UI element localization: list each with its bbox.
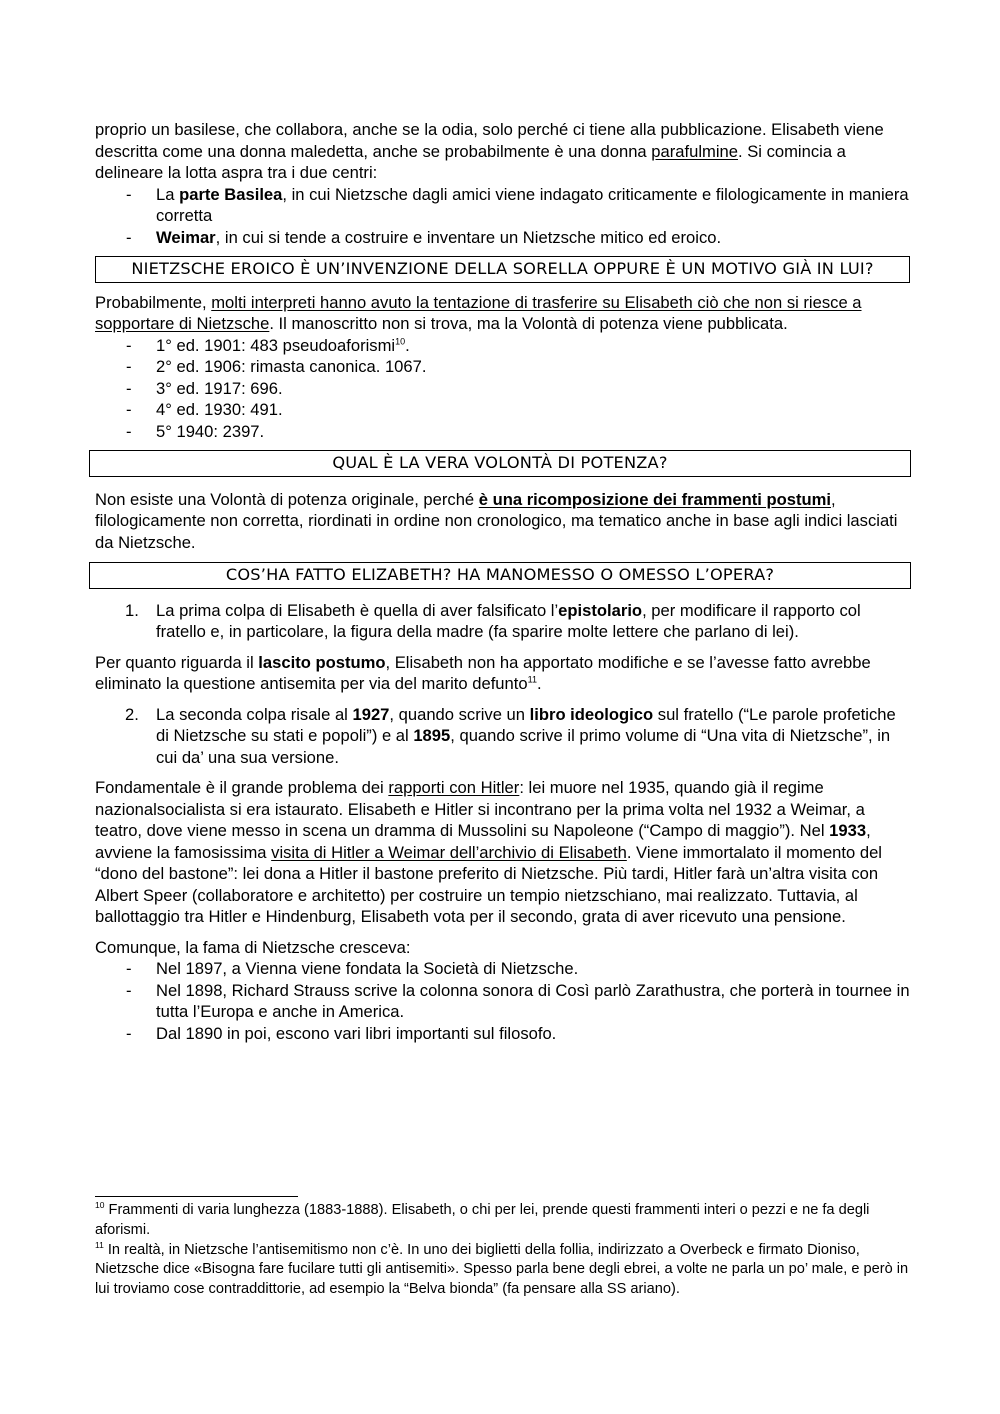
- footnote: $^{10}$ Frammenti di varia lunghezza (1883-1888). Elisabeth, o chi per lei, prende questi frammenti interi o pezzi e ne fa degli aforismi.: [95, 1200, 870, 1238]
- footnote: $^{11}$ In realtà, in Nietzsche l’antisemitismo non c’è. In uno dei biglietti della follia, indirizzato a Overbeck e firmato Dioniso, Nietzsche dice «Bisogna fare fucilare tutti gli antisemiti». Spesso parla bene degli ebrei, a volte ne parla un po’ male, e però in lui troviamo cose contraddittorie, ad esempio la “Belva bionda” (fa pensare alla SS ariano).: [95, 1239, 909, 1298]
- paragraph: Fondamentale è il grande problema dei rapporti con Hitler: lei muore nel 1935, quando già il regime nazionalsocialista si era istaurato. Elisabeth e Hitler si incontrano per la prima volta nel 1932 a Weimar, a teatro, dove viene messo in scena un dramma di Mussolini su Napoleone (“Campo di maggio”). Nel 1933, avviene la famosissima visita di Hitler a Weimar dell’archivio di Elisabeth. Viene immortalato il momento del “dono del bastone”: lei dona a Hitler il bastone preferito di Nietzsche. Più tardi, Hitler farà un’altra visita con Albert Speer (collaboratore e architetto) per costruire un tempio nietzschiano, mai realizzato. Tuttavia, al ballottaggio tra Hitler e Hindenburg, Elisabeth vota per il secondo, grata di aver ricevuto una pensione.: [95, 778, 882, 926]
- footnote-separator: [95, 1196, 298, 1197]
- list-item: - La parte Basilea, in cui Nietzsche dagli amici viene indagato criticamente e filologicamente in maniera corretta: [95, 184, 910, 227]
- list-item: - 4° ed. 1930: 491.: [95, 399, 910, 421]
- list-item: 1. La prima colpa di Elisabeth è quella di aver falsificato l’epistolario, per modificare il rapporto col fratello e, in particolare, la figura della madre (fa sparire molte lettere che parlano di lei).: [125, 600, 861, 641]
- intro-text-end: . Si comincia a delineare la lotta aspra tra i due centri:: [95, 141, 846, 182]
- section-heading: COS’HA FATTO ELIZABETH? HA MANOMESSO O OMESSO L’OPERA?: [89, 562, 911, 589]
- paragraph: Per quanto riguarda il lascito postumo, Elisabeth non ha apportato modifiche e se l’avesse fatto avrebbe eliminato la questione antisemita per via del marito defunto$^{11}$.: [95, 652, 871, 693]
- intro-paragraph: [95, 119, 910, 184]
- footnote-ref[interactable]: 10: [395, 335, 406, 346]
- paragraph: Comunque, la fama di Nietzsche cresceva:: [95, 937, 411, 957]
- paragraph: Non esiste una Volontà di potenza originale, perché è una ricomposizione dei frammenti postumi, filologicamente non corretta, riordinati in ordine non cronologico, ma tematico anche in base agli indici lasciati da Nietzsche.: [95, 489, 898, 552]
- list-item: - 1° ed. 1901: 483 pseudoaforismi$^{10}$.: [95, 335, 910, 357]
- section-heading: NIETZSCHE EROICO È UN’INVENZIONE DELLA SORELLA OPPURE È UN MOTIVO GIÀ IN LUI?: [95, 256, 910, 283]
- footnotes: [95, 1196, 910, 1300]
- list-item: 2. La seconda colpa risale al 1927, quando scrive un libro ideologico sul fratello (“Le parole profetiche di Nietzsche su stati e popoli”) e al 1895, quando scrive il primo volume di “Una vita di Nietzsche”, in cui da’ una sua versione.: [125, 704, 896, 767]
- section-heading: QUAL È LA VERA VOLONTÀ DI POTENZA?: [89, 450, 911, 477]
- list-item: - Nel 1898, Richard Strauss scrive la colonna sonora di Così parlò Zarathustra, che porterà in tournee in tutta l’Europa e anche in America.: [95, 980, 910, 1023]
- footnote-ref[interactable]: 11: [527, 674, 537, 685]
- page-body: [95, 119, 910, 1044]
- intro-underline: parafulmine: [651, 141, 738, 161]
- list-item: - Nel 1897, a Vienna viene fondata la Società di Nietzsche.: [95, 958, 910, 980]
- intro-text: proprio un basilese, che collabora, anche se la odia, solo perché ci tiene alla pubblicazione. Elisabeth viene descritta come una donna maledetta, anche se probabilmente è una donna: [95, 120, 884, 161]
- list-item: - Weimar, in cui si tende a costruire e inventare un Nietzsche mitico ed eroico.: [95, 227, 910, 249]
- paragraph: Probabilmente, molti interpreti hanno avuto la tentazione di trasferire su Elisabeth ciò che non si riesce a sopportare di Nietzsche. Il manoscritto non si trova, ma la Volontà di potenza viene pubblicata.: [95, 292, 862, 333]
- numbered-list: [95, 600, 910, 643]
- editions-list: [95, 335, 910, 443]
- list-item: - Dal 1890 in poi, escono vari libri importanti sul filosofo.: [95, 1023, 910, 1045]
- centers-list: [95, 184, 910, 249]
- list-item: - 5° 1940: 2397.: [95, 421, 910, 443]
- list-item: - 2° ed. 1906: rimasta canonica. 1067.: [95, 356, 910, 378]
- list-item: - 3° ed. 1917: 696.: [95, 378, 910, 400]
- numbered-list: [95, 704, 910, 769]
- fame-list: [95, 958, 910, 1044]
